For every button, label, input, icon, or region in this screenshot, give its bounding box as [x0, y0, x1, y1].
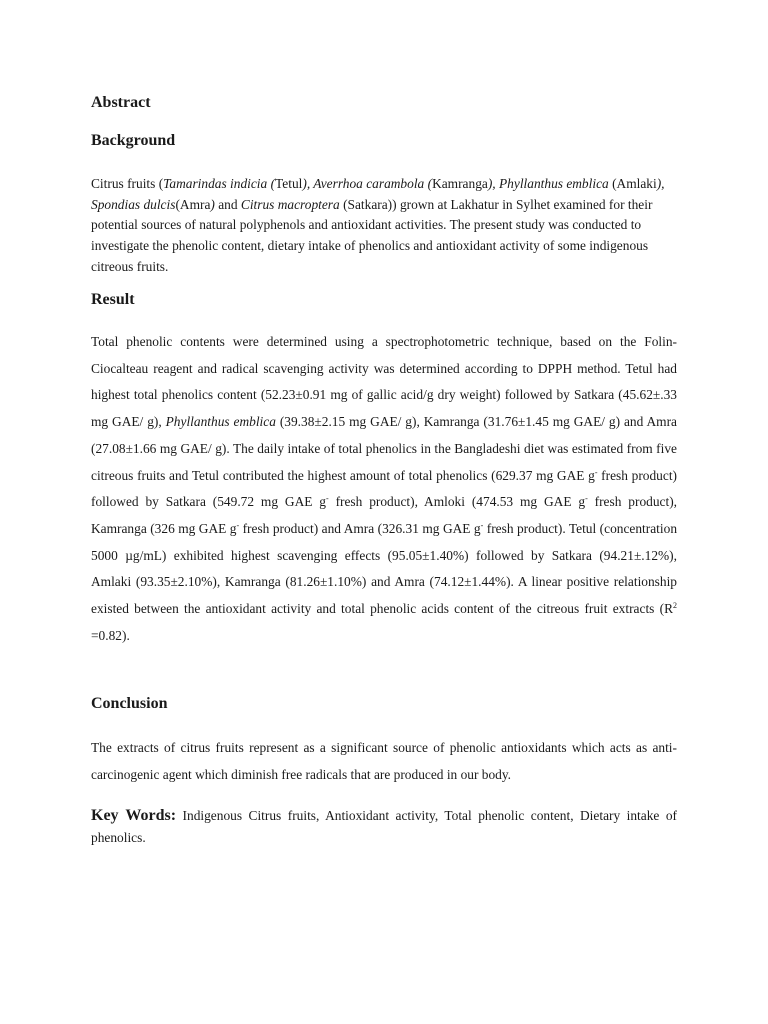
result-superscript-5: - [480, 520, 484, 530]
background-text-1: Citrus fruits ( [91, 176, 164, 191]
background-paragraph [91, 174, 677, 278]
background-text-14: and [214, 196, 241, 212]
background-text-4: ), [302, 176, 314, 191]
background-heading: Background [91, 132, 176, 149]
result-text-2: Phyllanthus emblica [165, 414, 276, 430]
keywords-paragraph [91, 805, 677, 849]
background-text-5: Averrhoa carambola ( [313, 176, 433, 191]
result-text-7: fresh product) and Amra (326.31 mg GAE g [239, 520, 481, 536]
result-text-3: (39.38±2.15 mg GAE/ g), Kamranga (31.76±1.45 mg GAE/ g) and Amra (27.08±1.66 mg GAE/ g). The daily intake of total phenolics in the Bangladeshi diet was estimated from five citreous fruits and Tetul contributed the highest amount of total phenolics (629.37 mg GAE g [91, 414, 677, 483]
conclusion-paragraph: The extracts of citrus fruits represent as a significant source of phenolic antioxidants which acts as anti-carcinogenic agent which diminish free radicals that are produced in our body. [91, 740, 677, 782]
result-paragraph [91, 329, 677, 649]
result-text-4: fresh product) followed by Satkara (549.72 mg GAE g [91, 467, 677, 510]
result-superscript-4: - [236, 520, 240, 530]
background-text-3: Tetul [275, 176, 303, 191]
background-text-2: Tamarindas indicia ( [163, 176, 276, 191]
result-superscript-6: 2 [673, 601, 677, 611]
background-text-12: (Amra [175, 196, 211, 212]
background-text-15: Citrus macroptera [240, 196, 340, 212]
background-text-9: (Amlaki [608, 176, 657, 191]
background-text-10: ), [656, 176, 665, 191]
result-text-9: =0.82). [91, 627, 130, 643]
conclusion-heading: Conclusion [91, 695, 168, 712]
background-text-8: Phyllanthus emblica [499, 176, 609, 191]
result-text-1: Total phenolic contents were determined using a spectrophotometric technique, based on the Folin-Ciocalteau reagent and radical scavenging activity was determined according to DPPH method. Tetul had highest total phenolics content (52.23±0.91 mg of gallic acid/g dry weight) followed by Satkara (45.62±.33 mg GAE/ g), [91, 334, 677, 430]
background-text-6: Kamranga [432, 176, 488, 191]
keywords-label: Key Words: [91, 807, 177, 824]
background-text-13: ) [210, 196, 215, 212]
background-text-16: (Satkara)) grown at Lakhatur in Sylhet examined for their potential sources of natural polyphenols and antioxidant activities. The present study was conducted to investigate the phenolic content, dietary intake of phenolics and antioxidant activity of some indigenous citreous fruits. [91, 196, 653, 274]
keywords-text: Indigenous Citrus fruits, Antioxidant activity, Total phenolic content, Dietary intake of phenolics. [91, 808, 677, 845]
result-text-6: fresh product), Kamranga (326 mg GAE g [91, 494, 677, 536]
background-text-11: Spondias dulcis [91, 196, 176, 212]
abstract-heading: Abstract [91, 94, 151, 111]
result-superscript-3: - [585, 494, 588, 504]
result-text-8: fresh product). Tetul (concentration 5000 µg/mL) exhibited highest scavenging effects (95.05±1.40%) followed by Satkara (94.21±.12%), Amlaki (93.35±2.10%), Kamranga (81.26±1.10%) and Amra (74.12±1.44%). A linear positive relationship existed between the antioxidant activity and total phenolic acids content of the citreous fruit extracts (R [91, 520, 678, 617]
result-superscript-1: - [594, 467, 598, 477]
result-heading: Result [91, 291, 135, 308]
result-text-5: fresh product), Amloki (474.53 mg GAE g [328, 494, 586, 510]
background-text-7: ), [487, 176, 499, 191]
result-superscript-2: - [326, 494, 329, 504]
